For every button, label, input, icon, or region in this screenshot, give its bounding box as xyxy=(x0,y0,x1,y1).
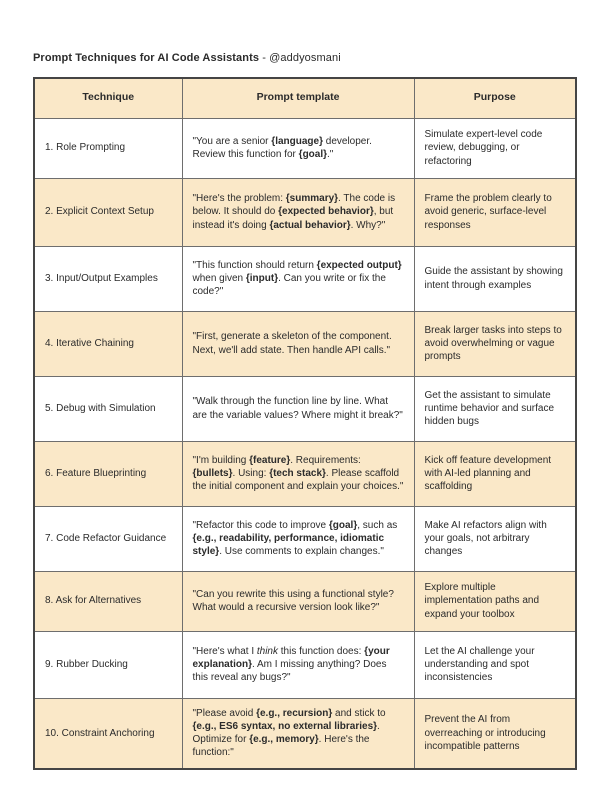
technique-cell: 3. Input/Output Examples xyxy=(34,246,182,311)
technique-cell: 10. Constraint Anchoring xyxy=(34,698,182,769)
table-header-row xyxy=(34,78,576,118)
table-row xyxy=(34,118,576,178)
technique-cell: 9. Rubber Ducking xyxy=(34,631,182,698)
prompt-template-cell: "Here's the problem: {summary}. The code is below. It should do {expected behavior}, but instead it's doing {actual behavior}. Why?" xyxy=(182,178,414,246)
table-row xyxy=(34,441,576,506)
table-row xyxy=(34,506,576,571)
table-row xyxy=(34,698,576,769)
table-row xyxy=(34,631,576,698)
page-title xyxy=(33,52,341,64)
header-purpose: Purpose xyxy=(414,78,576,118)
purpose-cell: Make AI refactors align with your goals, not arbitrary changes xyxy=(414,506,576,571)
prompt-template-cell: "First, generate a skeleton of the component. Next, we'll add state. Then handle API calls." xyxy=(182,311,414,376)
prompt-template-cell: "Please avoid {e.g., recursion} and stick to {e.g., ES6 syntax, no external libraries}. Optimize for {e.g., memory}. Here's the function:" xyxy=(182,698,414,769)
technique-cell: 5. Debug with Simulation xyxy=(34,376,182,441)
header-technique: Technique xyxy=(34,78,182,118)
prompt-techniques-table xyxy=(33,77,577,770)
prompt-template-cell: "Here's what I think this function does: {your explanation}. Am I missing anything? Does this reveal any bugs?" xyxy=(182,631,414,698)
prompt-template-cell: "Walk through the function line by line. What are the variable values? Where might it break?" xyxy=(182,376,414,441)
table-row xyxy=(34,376,576,441)
table-row xyxy=(34,311,576,376)
technique-cell: 4. Iterative Chaining xyxy=(34,311,182,376)
prompt-template-cell: "You are a senior {language} developer. Review this function for {goal}." xyxy=(182,118,414,178)
table-row xyxy=(34,178,576,246)
purpose-cell: Get the assistant to simulate runtime behavior and surface hidden bugs xyxy=(414,376,576,441)
technique-cell: 8. Ask for Alternatives xyxy=(34,571,182,631)
purpose-cell: Kick off feature development with AI-led planning and scaffolding xyxy=(414,441,576,506)
technique-cell: 1. Role Prompting xyxy=(34,118,182,178)
page-title-bold: Prompt Techniques for AI Code Assistants xyxy=(33,52,260,64)
prompt-template-cell: "I'm building {feature}. Requirements: {bullets}. Using: {tech stack}. Please scaffold the initial component and explain your choices." xyxy=(182,441,414,506)
technique-cell: 2. Explicit Context Setup xyxy=(34,178,182,246)
purpose-cell: Break larger tasks into steps to avoid overwhelming or vague prompts xyxy=(414,311,576,376)
prompt-template-cell: "Can you rewrite this using a functional style? What would a recursive version look like?" xyxy=(182,571,414,631)
purpose-cell: Prevent the AI from overreaching or introducing incompatible patterns xyxy=(414,698,576,769)
page-title-author: - @addyosmani xyxy=(259,52,341,64)
purpose-cell: Let the AI challenge your understanding and spot inconsistencies xyxy=(414,631,576,698)
prompt-template-cell: "Refactor this code to improve {goal}, such as {e.g., readability, performance, idiomatic style}. Use comments to explain changes." xyxy=(182,506,414,571)
purpose-cell: Frame the problem clearly to avoid generic, surface-level responses xyxy=(414,178,576,246)
technique-cell: 7. Code Refactor Guidance xyxy=(34,506,182,571)
prompt-template-cell: "This function should return {expected output} when given {input}. Can you write or fix the code?" xyxy=(182,246,414,311)
purpose-cell: Simulate expert-level code review, debugging, or refactoring xyxy=(414,118,576,178)
table-row xyxy=(34,246,576,311)
table-row xyxy=(34,571,576,631)
header-prompt-template: Prompt template xyxy=(182,78,414,118)
purpose-cell: Guide the assistant by showing intent through examples xyxy=(414,246,576,311)
purpose-cell: Explore multiple implementation paths and expand your toolbox xyxy=(414,571,576,631)
technique-cell: 6. Feature Blueprinting xyxy=(34,441,182,506)
